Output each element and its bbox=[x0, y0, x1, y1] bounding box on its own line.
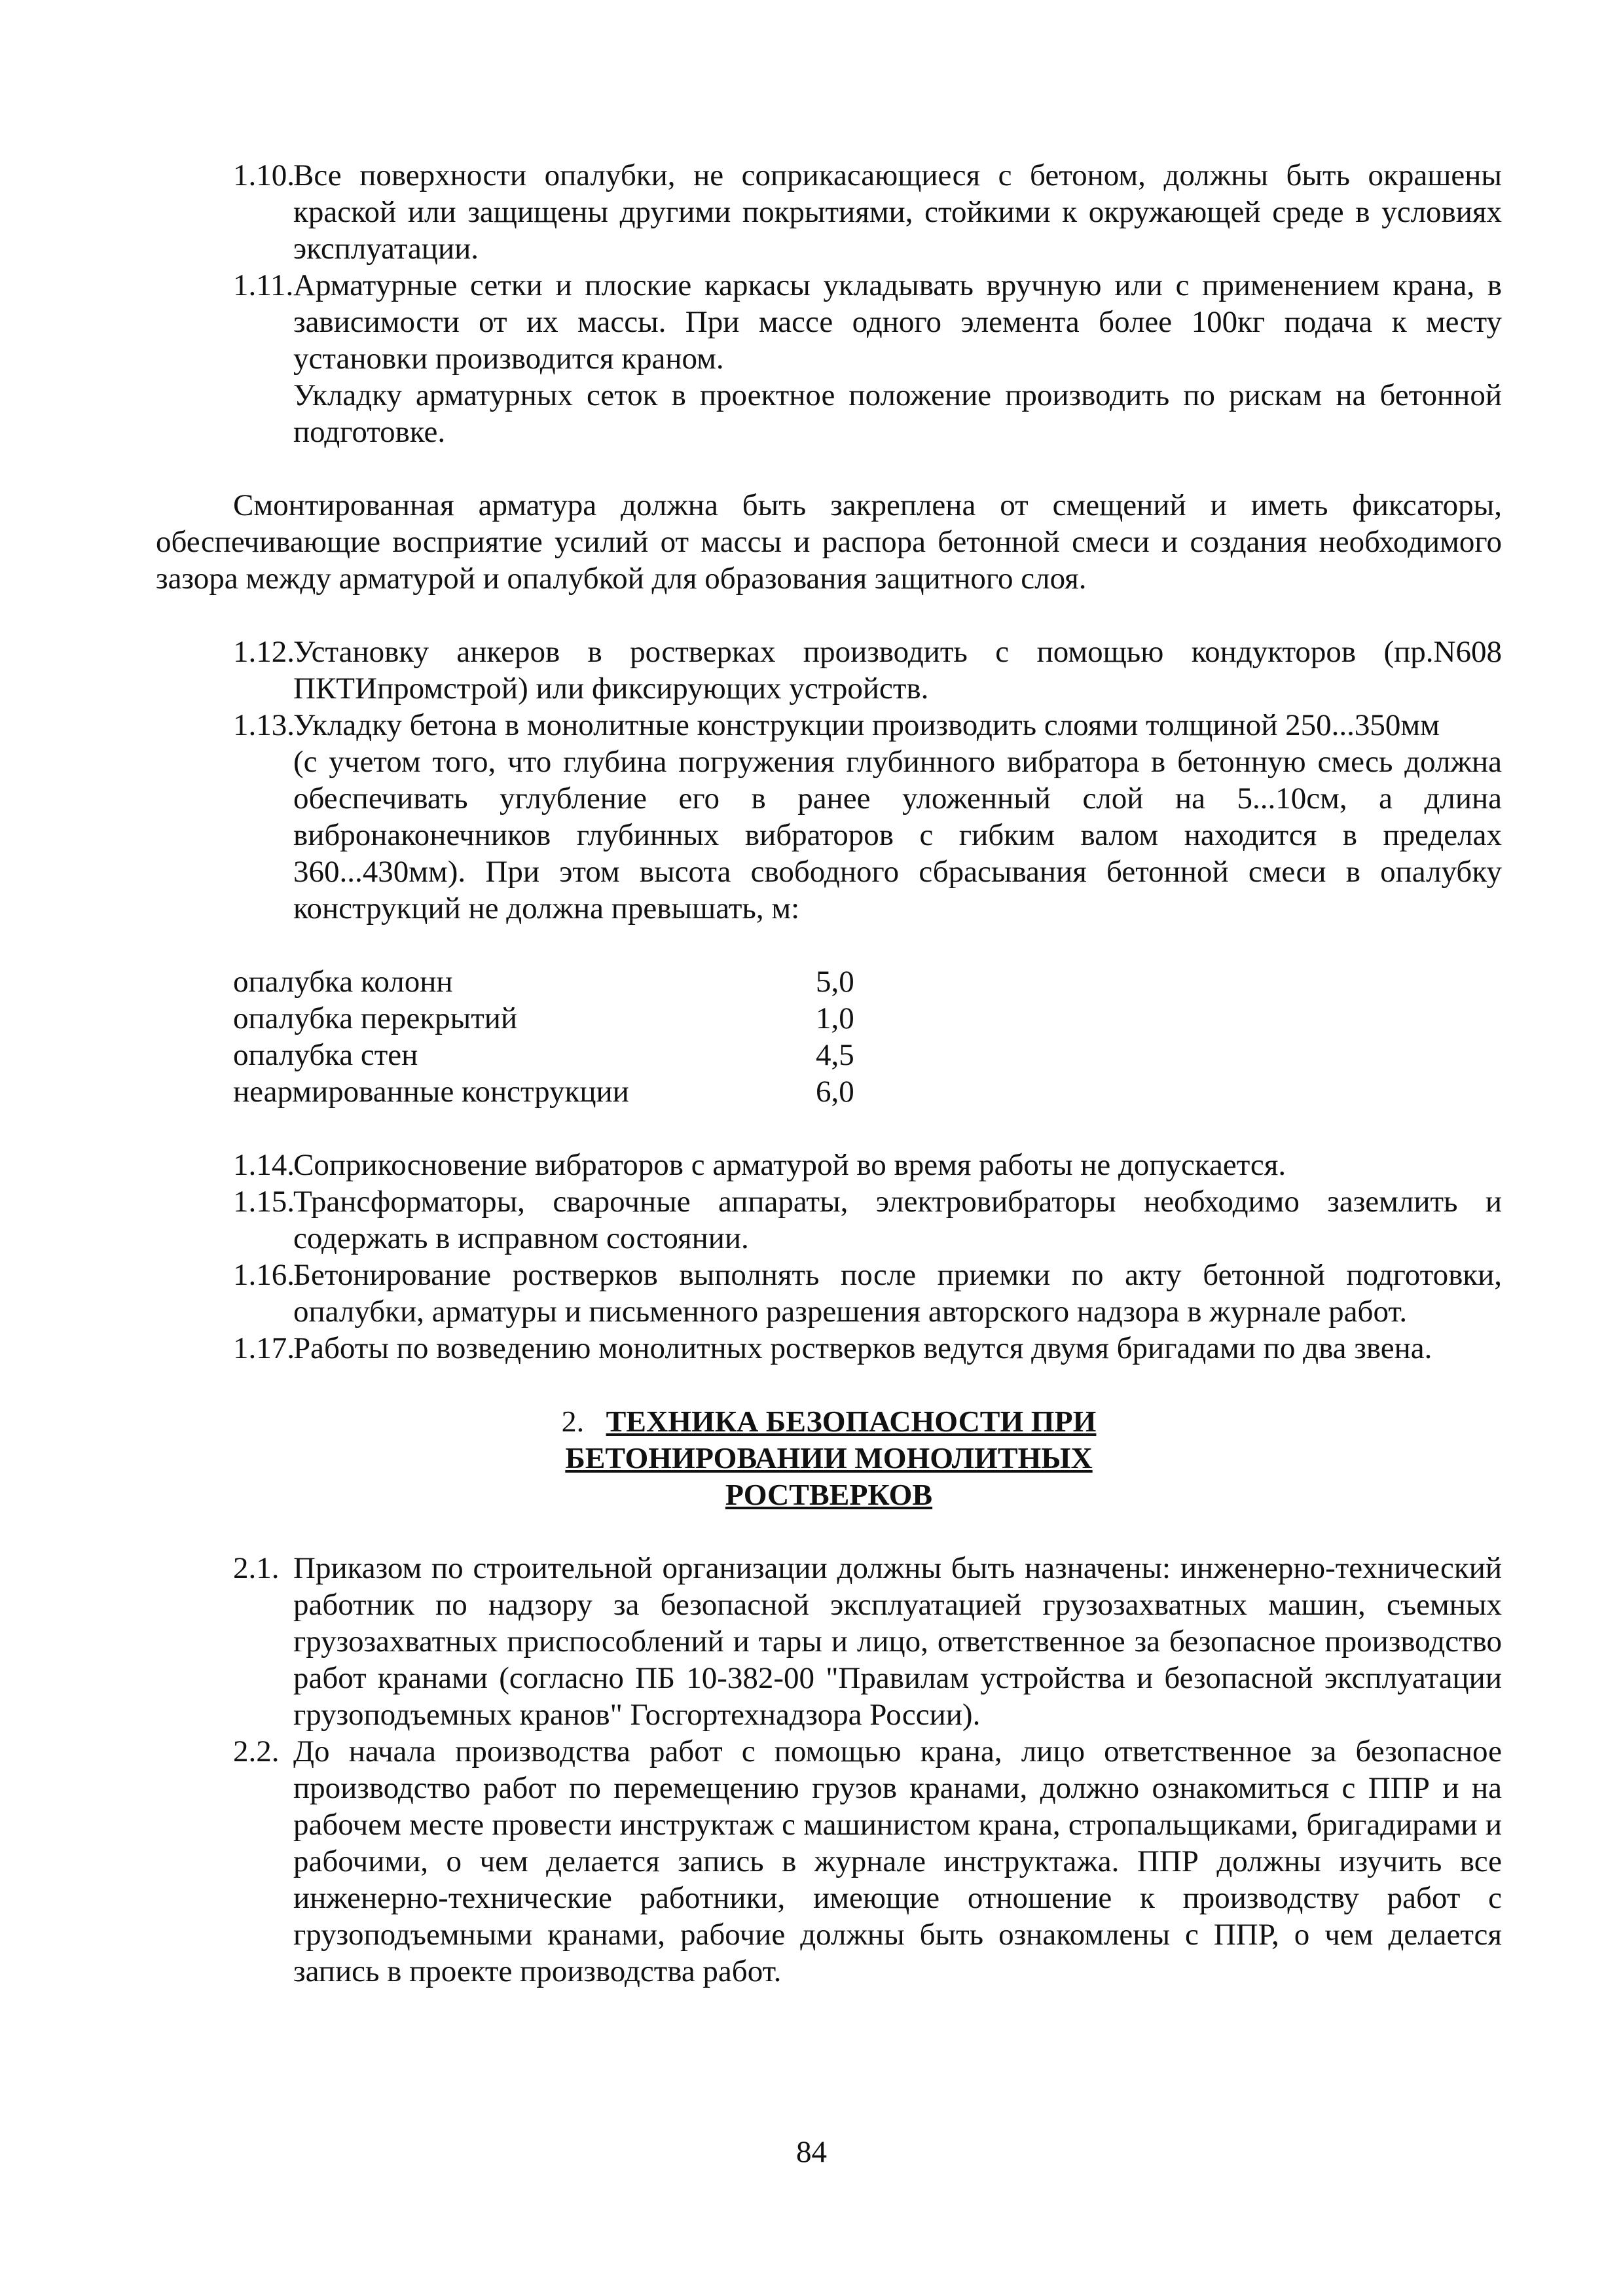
row-value: 1,0 bbox=[816, 1001, 854, 1035]
list-item-2-2 bbox=[156, 1733, 1502, 1990]
section-title-line-1: ТЕХНИКА БЕЗОПАСНОСТИ ПРИ bbox=[606, 1405, 1097, 1438]
item-number: 1.10. bbox=[233, 158, 295, 192]
table-row bbox=[233, 1000, 1502, 1037]
document-page bbox=[156, 157, 1502, 1990]
section-title-line-2: БЕТОНИРОВАНИИ МОНОЛИТНЫХ bbox=[565, 1441, 1093, 1475]
item-number: 1.12. bbox=[233, 635, 295, 669]
list-item-1-17 bbox=[156, 1330, 1502, 1367]
item-text: Все поверхности опалубки, не соприкасающиеся с бетоном, должны быть окрашены краской или защищены другими покрытиями, стойкими к окружающей среде в условиях эксплуатации. bbox=[293, 158, 1502, 266]
body-paragraph: Смонтированная арматура должна быть закреплена от смещений и иметь фиксаторы, обеспечивающие восприятие усилий от массы и распора бетонной смеси и создания необходимого зазора между арматурой и опалубкой для образования защитного слоя. bbox=[156, 488, 1502, 596]
list-item-1-10 bbox=[156, 157, 1502, 267]
item-text: Работы по возведению монолитных ростверков ведутся двумя бригадами по два звена. bbox=[293, 1331, 1432, 1365]
item-text: Трансформаторы, сварочные аппараты, электровибраторы необходимо заземлить и содержать в исправном состоянии. bbox=[293, 1185, 1502, 1255]
row-value: 4,5 bbox=[816, 1038, 854, 1072]
list-item-1-11 bbox=[156, 267, 1502, 450]
row-value: 5,0 bbox=[816, 965, 854, 999]
row-label: опалубка колонн bbox=[233, 965, 453, 999]
list-item-1-14 bbox=[156, 1147, 1502, 1183]
item-number: 1.13. bbox=[233, 708, 295, 742]
item-text: Приказом по строительной организации должны быть назначены: инженерно-технический работник по надзору за безопасной эксплуатацией грузозахватных машин, съемных грузозахватных приспособлений и тары и лицо, ответственное за безопасное производство работ кранами (согласно ПБ 10-382-00 "Правилам устройства и безопасной эксплуатации грузоподъемных кранов" Госгортехнадзора России). bbox=[293, 1551, 1502, 1732]
item-number: 1.16. bbox=[233, 1258, 295, 1292]
drop-height-table bbox=[233, 963, 1502, 1110]
list-item-1-13 bbox=[156, 707, 1502, 927]
page-number: 84 bbox=[796, 2135, 827, 2169]
item-text-continued: (с учетом того, что глубина погружения глубинного вибратора в бетонную смесь должна обеспечивать углубление его в ранее уложенный слой на 5...10см, а длина вибронаконечников глубинных вибраторов с гибким валом находится в пределах 360...430мм). При этом высота свободного сбрасывания бетонной смеси в опалубку конструкций не должна превышать, м: bbox=[293, 745, 1502, 925]
table-row bbox=[233, 963, 1502, 1000]
item-number: 2.2. bbox=[233, 1734, 280, 1768]
section-title-line-3: РОСТВЕРКОВ bbox=[725, 1478, 933, 1511]
section-number: 2. bbox=[561, 1405, 585, 1438]
item-number: 1.15. bbox=[233, 1185, 295, 1219]
list-item-1-15 bbox=[156, 1183, 1502, 1257]
table-row bbox=[233, 1073, 1502, 1110]
item-number: 1.14. bbox=[233, 1148, 295, 1182]
table-row bbox=[233, 1037, 1502, 1073]
item-text: Установку анкеров в ростверках производить с помощью кондукторов (пр.N608 ПКТИпромстрой) или фиксирующих устройств. bbox=[293, 635, 1502, 706]
item-text: Бетонирование ростверков выполнять после приемки по акту бетонной подготовки, опалубки, арматуры и письменного разрешения авторского надзора в журнале работ. bbox=[293, 1258, 1502, 1329]
item-text: Соприкосновение вибраторов с арматурой во время работы не допускается. bbox=[293, 1148, 1286, 1182]
list-item-1-16 bbox=[156, 1257, 1502, 1330]
item-text-continued: Укладку арматурных сеток в проектное положение производить по рискам на бетонной подготовке. bbox=[293, 378, 1502, 449]
list-item-2-1 bbox=[156, 1550, 1502, 1733]
item-text: До начала производства работ с помощью крана, лицо ответственное за безопасное производство работ по перемещению грузов кранами, должно ознакомиться с ППР и на рабочем месте провести инструктаж с машинистом крана, стропальщиками, бригадирами и рабочими, о чем делается запись в журнале инструктажа. ППР должны изучить все инженерно-технические работники, имеющие отношение к производству работ с грузоподъемными кранами, рабочие должны быть ознакомлены с ППР, о чем делается запись в проекте производства работ. bbox=[293, 1734, 1502, 1988]
row-label: неармированные конструкции bbox=[233, 1075, 629, 1109]
item-number: 1.11. bbox=[233, 268, 294, 302]
row-label: опалубка стен bbox=[233, 1038, 418, 1072]
section-heading bbox=[156, 1403, 1502, 1513]
list-item-1-12 bbox=[156, 634, 1502, 707]
row-value: 6,0 bbox=[816, 1075, 854, 1109]
item-number: 2.1. bbox=[233, 1551, 280, 1585]
item-number: 1.17. bbox=[233, 1331, 295, 1365]
item-text: Укладку бетона в монолитные конструкции производить слоями толщиной 250...350мм bbox=[293, 708, 1440, 742]
item-text: Арматурные сетки и плоские каркасы укладывать вручную или с применением крана, в зависимости от их массы. При массе одного элемента более 100кг подача к месту установки производится краном. bbox=[293, 268, 1502, 376]
row-label: опалубка перекрытий bbox=[233, 1001, 518, 1035]
